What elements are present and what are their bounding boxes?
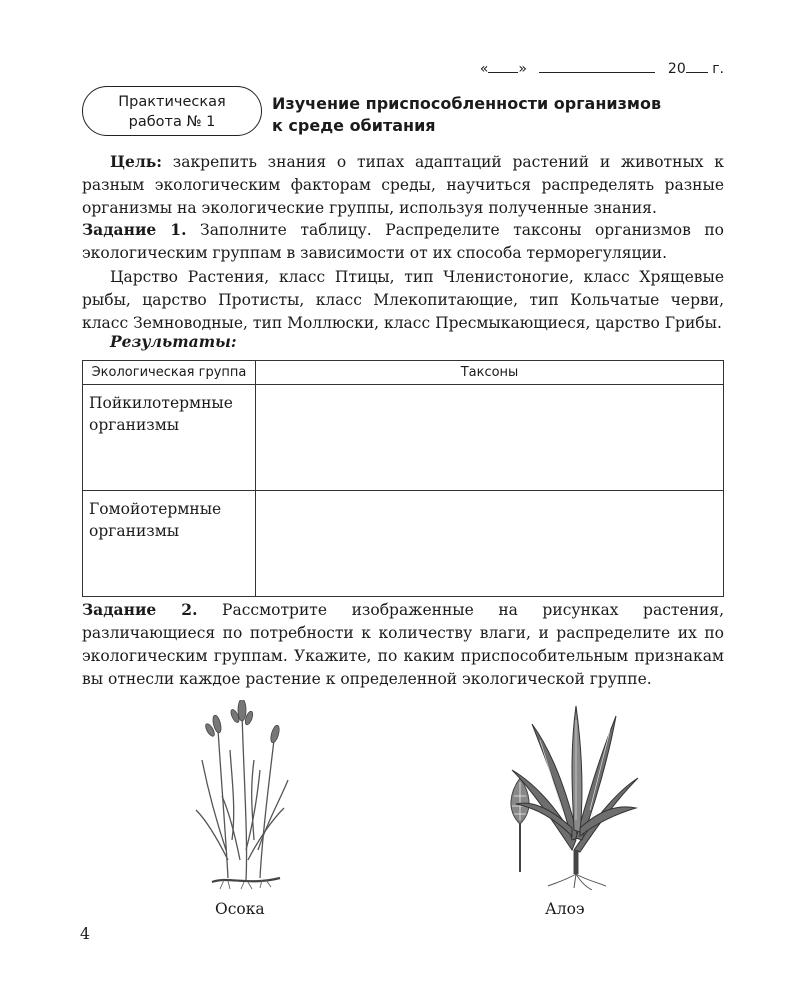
taxa-cell-poikilotherm[interactable] — [256, 385, 724, 491]
year-blank[interactable] — [686, 60, 708, 73]
task1-text: Заполните таблицу. Распределите таксоны организмов по экологическим группам в зависимости от их способа терморегуляции. — [82, 221, 724, 262]
month-blank[interactable] — [539, 60, 655, 73]
taxa-list: Царство Растения, класс Птицы, тип Членистоногие, класс Хрящевые рыбы, царство Протисты, класс Млекопитающие, тип Кольчатые черви, класс Земноводные, тип Моллюски, класс Пресмыкающиеся, царство Грибы. — [82, 268, 724, 332]
task1-label: Задание 1. — [82, 220, 187, 239]
goal-paragraph — [82, 150, 724, 220]
aloe-caption: Алоэ — [545, 900, 585, 918]
open-quote: « — [479, 61, 489, 77]
taxa-cell-homeotherm[interactable] — [256, 491, 724, 597]
year-suffix: г. — [712, 61, 724, 77]
goal-text: закрепить знания о типах адаптаций растений и животных к разным экологическим факторам среды, научиться распределять разные организмы на экологические группы, используя полученные знания. — [82, 153, 724, 217]
table-row — [83, 491, 724, 597]
day-blank[interactable] — [488, 60, 518, 73]
group-cell-homeotherm: Гомойотермные организмы — [83, 491, 256, 597]
results-label: Результаты: — [110, 332, 237, 351]
task2-label: Задание 2. — [82, 600, 198, 619]
goal-label: Цель: — [110, 152, 163, 171]
header-ecological-group: Экологическая группа — [83, 361, 256, 385]
task1-paragraph — [82, 218, 724, 265]
table-row — [83, 385, 724, 491]
year-prefix: 20 — [667, 61, 686, 77]
table-header-row — [83, 361, 724, 385]
badge-line-1: Практическая — [118, 94, 226, 110]
sedge-caption: Осока — [215, 900, 265, 918]
results-table — [82, 360, 724, 597]
title-line-1: Изучение приспособленности организмов — [272, 94, 662, 113]
task2-text: Рассмотрите изображенные на рисунках растения, различающиеся по потребности к количеству влаги, и распределите их по экологическим группам. Укажите, по каким приспособительным признакам вы отнесли каждое растение к определенной экологической группе. — [82, 601, 724, 688]
practical-work-badge — [82, 86, 262, 136]
badge-line-2: работа № 1 — [128, 114, 216, 130]
close-quote: » — [518, 61, 527, 77]
page-number: 4 — [80, 925, 90, 943]
group-cell-poikilotherm: Пойкилотермные организмы — [83, 385, 256, 491]
aloe-illustration — [492, 700, 642, 890]
task2-paragraph — [82, 598, 724, 691]
sedge-illustration — [188, 700, 298, 890]
date-line — [480, 60, 724, 77]
header-taxa: Таксоны — [256, 361, 724, 385]
title-line-2: к среде обитания — [272, 116, 436, 135]
page-title — [272, 93, 692, 137]
